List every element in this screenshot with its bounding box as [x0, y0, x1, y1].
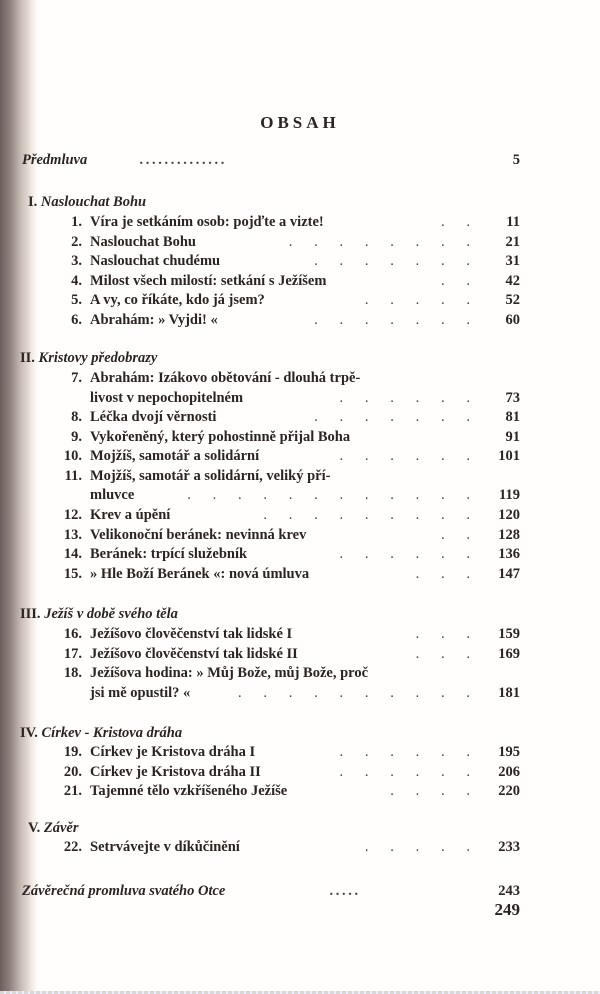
leader-dots: . . . . . .	[339, 448, 470, 464]
entry-page: 206	[498, 763, 520, 780]
leader-dots: . . . . . .	[339, 763, 470, 780]
entry-page: 220	[498, 783, 520, 799]
chapter-number: 15.	[63, 565, 82, 582]
chapter-title-line: Milost všech milostí: setkání s Ježíšem	[90, 272, 327, 289]
toc-section-heading	[20, 604, 178, 624]
chapter-number: 19.	[63, 744, 82, 760]
leader-dots: . .	[441, 272, 470, 289]
chapter-number: 4.	[71, 272, 82, 289]
entry-page: 233	[498, 839, 520, 855]
chapter-title-line: Ježíšovo člověčenství tak lidské I	[90, 626, 293, 642]
chapter-number: 22.	[63, 839, 82, 855]
chapter-number: 2.	[71, 233, 82, 250]
chapter-title-line: Velikonoční beránek: nevinná krev	[90, 526, 307, 543]
entry-page: 60	[505, 311, 520, 328]
entry-page: 120	[498, 507, 520, 523]
chapter-title-line: » Hle Boží Beránek «: nová úmluva	[90, 565, 310, 582]
chapter-title-line: Abrahám: Izákovo obětování - dlouhá trpě-	[90, 370, 361, 386]
toc-section-heading	[20, 348, 157, 368]
chapter-title-line: livost v nepochopitelném	[90, 389, 244, 406]
entry-page: 147	[498, 565, 520, 582]
entry-page: 181	[498, 684, 520, 701]
entry-page: 11	[506, 214, 520, 230]
chapter-title-line: Ježíšova hodina: » Můj Bože, můj Bože, proč	[90, 665, 369, 681]
leader-dots: . . . . .	[330, 883, 359, 899]
chapter-number: 21.	[63, 783, 82, 799]
entry-page: 243	[498, 883, 520, 899]
chapter-title-line: jsi mě opustil? «	[90, 684, 191, 701]
chapter-number: 9.	[71, 428, 82, 445]
section-title: Ježíš v době svého těla	[44, 606, 178, 622]
leader-dots: . . . . . . . . . . . .	[187, 487, 470, 503]
chapter-number: 17.	[63, 645, 82, 662]
chapter-title-line: A vy, co říkáte, kdo já jsem?	[90, 292, 265, 308]
chapter-title-line: Léčka dvojí věrnosti	[90, 409, 217, 425]
section-title: Kristovy předobrazy	[38, 350, 158, 366]
entry-page: 31	[505, 253, 520, 269]
section-numeral: III.	[20, 606, 45, 622]
leader-dots: . . . . . .	[339, 389, 470, 406]
toc-section-heading	[20, 723, 182, 743]
chapter-number: 14.	[63, 546, 82, 562]
leader-dots: . . . . . .	[339, 744, 470, 760]
chapter-number: 3.	[71, 253, 82, 269]
chapter-title-line: Krev a úpění	[90, 507, 171, 523]
chapter-number: 13.	[63, 526, 82, 543]
chapter-title-line: Ježíšovo člověčenství tak lidské II	[90, 645, 298, 662]
entry-page: 136	[498, 546, 520, 562]
chapter-title-line: Beránek: trpící služebník	[90, 546, 248, 562]
leader-dots: . . . . . . . . . .	[238, 684, 470, 701]
entry-page: 101	[498, 448, 520, 464]
leader-dots: . . .	[415, 565, 470, 582]
chapter-title-line: Naslouchat chudému	[90, 253, 221, 269]
entry-page: 128	[498, 526, 520, 543]
chapter-number: 11.	[64, 467, 82, 484]
chapter-title-line: Tajemné tělo vzkříšeného Ježíše	[90, 783, 288, 799]
entry-page: 119	[499, 487, 520, 503]
section-numeral: II.	[20, 350, 39, 366]
entry-page: 195	[498, 744, 520, 760]
leader-dots: . .	[441, 214, 470, 230]
section-title: Církev - Kristova dráha	[41, 725, 183, 741]
chapter-title-line: Mojžíš, samotář a solidární, veliký pří-	[90, 467, 331, 484]
leader-dots: . . . . . . .	[314, 253, 470, 269]
leader-dots: . . . . .	[364, 839, 470, 855]
toc-section-heading	[28, 818, 78, 838]
leader-dots: . . .	[415, 645, 470, 662]
chapter-number: 1.	[71, 214, 82, 230]
chapter-title-line: Vykořeněný, který pohostinně přijal Boha	[90, 428, 351, 445]
chapter-number: 8.	[71, 409, 82, 425]
chapter-title-line: mluvce	[90, 487, 135, 503]
leader-dots: . . . . . . . . . . . . . .	[140, 152, 225, 168]
chapter-number: 20.	[63, 763, 82, 780]
section-title: Naslouchat Bohu	[40, 194, 147, 210]
entry-title: Předmluva	[22, 152, 88, 168]
leader-dots: . . . . . . . . .	[263, 507, 470, 523]
section-numeral: V.	[28, 820, 44, 836]
chapter-title-line: Mojžíš, samotář a solidární	[90, 448, 260, 464]
toc-section-heading	[28, 192, 146, 212]
entry-page: 169	[498, 645, 520, 662]
chapter-title-line: Církev je Kristova dráha I	[90, 744, 256, 760]
section-numeral: IV.	[20, 725, 42, 741]
leader-dots: . . . . .	[364, 292, 470, 308]
chapter-title-line: Naslouchat Bohu	[90, 233, 196, 250]
chapter-number: 7.	[71, 370, 82, 386]
chapter-title-line: Setrvávejte v díkůčinění	[90, 839, 240, 855]
leader-dots: . . . . . . . .	[288, 233, 470, 250]
leader-dots: . . . . . . .	[314, 311, 470, 328]
entry-page: 52	[505, 292, 520, 308]
chapter-number: 16.	[63, 626, 82, 642]
entry-page: 5	[512, 152, 520, 168]
entry-title: Závěrečná promluva svatého Otce	[22, 883, 226, 899]
chapter-number: 5.	[71, 292, 82, 308]
leader-dots: . . . . . . .	[314, 409, 470, 425]
section-numeral: I.	[28, 194, 41, 210]
leader-dots: . . . . . .	[339, 546, 470, 562]
leader-dots: . . .	[415, 626, 470, 642]
section-title: Závěr	[43, 820, 79, 836]
entry-page: 42	[505, 272, 520, 289]
page-title: OBSAH	[260, 113, 340, 132]
entry-page: 81	[505, 409, 520, 425]
entry-page: 73	[505, 389, 520, 406]
chapter-title-line: Víra je setkáním osob: pojďte a vizte!	[90, 214, 324, 230]
chapter-number: 6.	[71, 311, 82, 328]
entry-page: 91	[505, 428, 520, 445]
page-number: 249	[494, 900, 520, 919]
leader-dots: . . . .	[390, 783, 470, 799]
chapter-title-line: Abrahám: » Vyjdi! «	[90, 311, 218, 328]
chapter-number: 18.	[63, 665, 82, 681]
leader-dots: . .	[441, 526, 470, 543]
chapter-number: 10.	[63, 448, 82, 464]
entry-page: 159	[498, 626, 520, 642]
entry-page: 21	[505, 233, 520, 250]
chapter-title-line: Církev je Kristova dráha II	[90, 763, 261, 780]
chapter-number: 12.	[63, 507, 82, 523]
